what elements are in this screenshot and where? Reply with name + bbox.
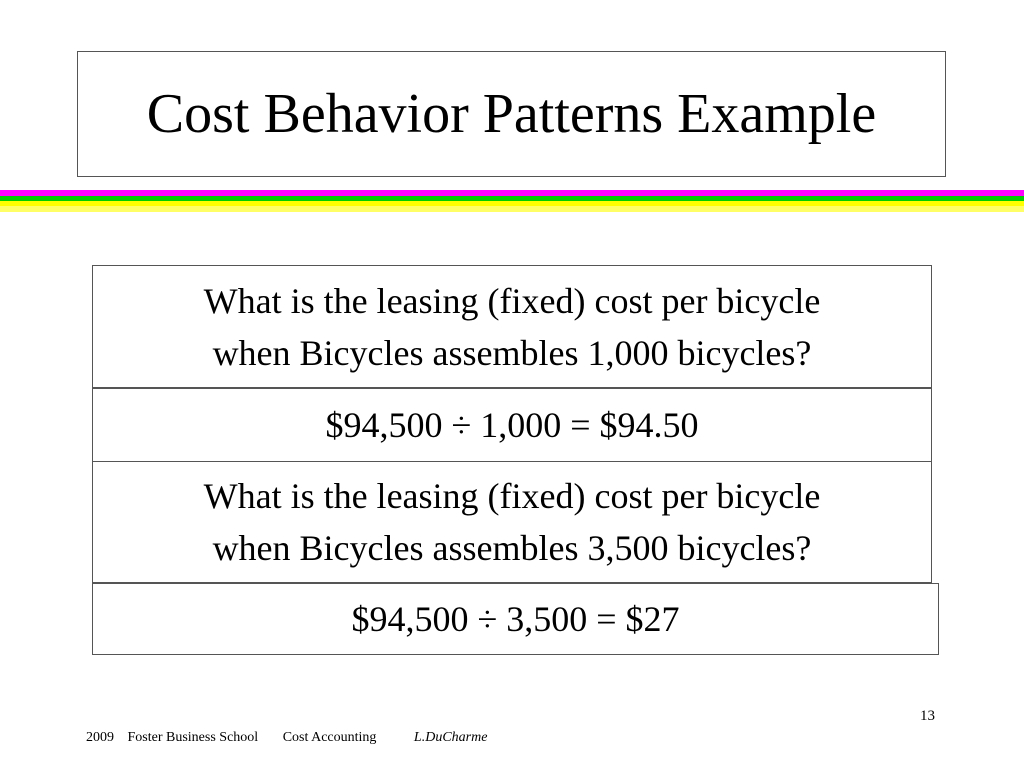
title-box <box>77 51 946 177</box>
question-box-2 <box>92 461 932 583</box>
footer-course: Cost Accounting <box>282 730 377 745</box>
footer-school: Foster Business School <box>127 730 259 745</box>
decorative-stripe-light-yellow <box>0 206 1024 212</box>
question-2-line-2: when Bicycles assembles 3,500 bicycles? <box>212 528 812 568</box>
answer-box-1 <box>92 388 932 462</box>
page-number: 13 <box>920 708 935 724</box>
answer-2: $94,500 ÷ 3,500 = $27 <box>351 599 680 639</box>
footer-year: 2009 <box>86 730 114 745</box>
answer-box-2 <box>92 583 939 655</box>
question-box-1 <box>92 265 932 388</box>
question-1-line-1: What is the leasing (fixed) cost per bicycle <box>203 280 821 321</box>
question-1-line-2: when Bicycles assembles 1,000 bicycles? <box>212 332 812 373</box>
slide-title: Cost Behavior Patterns Example <box>146 83 877 145</box>
footer-author: L.DuCharme <box>413 730 488 745</box>
question-2-line-1: What is the leasing (fixed) cost per bicycle <box>203 476 821 516</box>
footer <box>86 731 487 745</box>
answer-1: $94,500 ÷ 1,000 = $94.50 <box>325 405 699 445</box>
